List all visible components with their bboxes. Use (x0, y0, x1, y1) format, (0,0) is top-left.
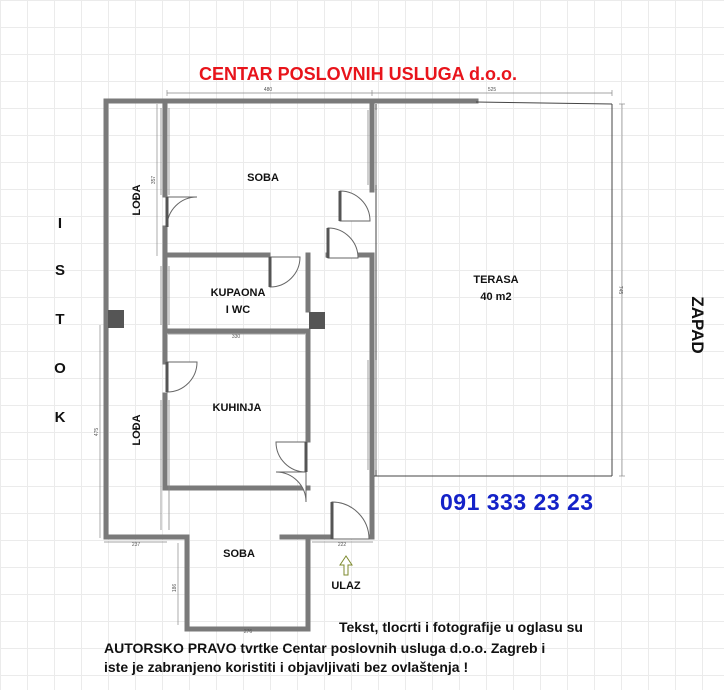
room-label-ulaz: ULAZ (331, 580, 361, 592)
west-label: ZAPAD (688, 296, 707, 354)
pillar (108, 310, 124, 328)
door-swing (332, 502, 369, 539)
dimension-label: 237 (131, 542, 141, 548)
copyright-line-2: AUTORSKO PRAVO tvrtke Centar poslovnih usluga d.o.o. Zagreb i (104, 640, 546, 656)
east-letter-k: K (54, 409, 66, 426)
dimension-label: 745 (617, 285, 623, 295)
walls (106, 101, 476, 629)
room-label-wc: I WC (225, 304, 251, 316)
plan-title: CENTAR POSLOVNIH USLUGA d.o.o. (199, 64, 517, 84)
door-swing (167, 362, 197, 392)
door-swing (270, 257, 300, 287)
dimension-label: 276 (243, 629, 253, 635)
dimension-label: 186 (172, 583, 178, 593)
room-label-terasa-area: 40 m2 (480, 291, 512, 303)
east-letter-o: O (54, 360, 66, 377)
terrace-outline (374, 102, 612, 476)
east-letter-t: T (55, 311, 65, 328)
room-label-loda-top: LOĐA (131, 184, 143, 216)
dimension-label: 475 (94, 427, 100, 437)
door-swing (276, 442, 306, 472)
pillar (309, 312, 325, 329)
room-label-terasa: TERASA (473, 274, 519, 286)
copyright-line-1: Tekst, tlocrti i fotografije u oglasu su (339, 619, 583, 635)
dimension-lines (100, 90, 625, 629)
dimension-label: 222 (337, 542, 347, 548)
entrance-arrow-icon (340, 556, 352, 575)
east-letter-s: S (54, 262, 65, 279)
room-label-loda-bottom: LOĐA (131, 414, 143, 446)
east-letter-i: I (57, 215, 63, 232)
door-swing (328, 228, 358, 258)
copyright-line-3: iste je zabranjeno koristiti i objavljivati bez ovlaštenja ! (104, 659, 469, 675)
dimension-label: 357 (151, 175, 157, 185)
phone-number: 091 333 23 23 (440, 489, 594, 515)
door-swing (167, 197, 197, 227)
dimension-label: 480 (263, 87, 273, 93)
room-label-kupaona: KUPAONA (210, 287, 266, 299)
dimension-label: 525 (487, 87, 497, 93)
dimension-label: 330 (231, 334, 241, 340)
room-label-soba-top: SOBA (247, 172, 279, 184)
door-swing (340, 191, 370, 221)
room-label-kuhinja: KUHINJA (212, 402, 262, 414)
room-label-soba-bottom: SOBA (223, 548, 255, 560)
